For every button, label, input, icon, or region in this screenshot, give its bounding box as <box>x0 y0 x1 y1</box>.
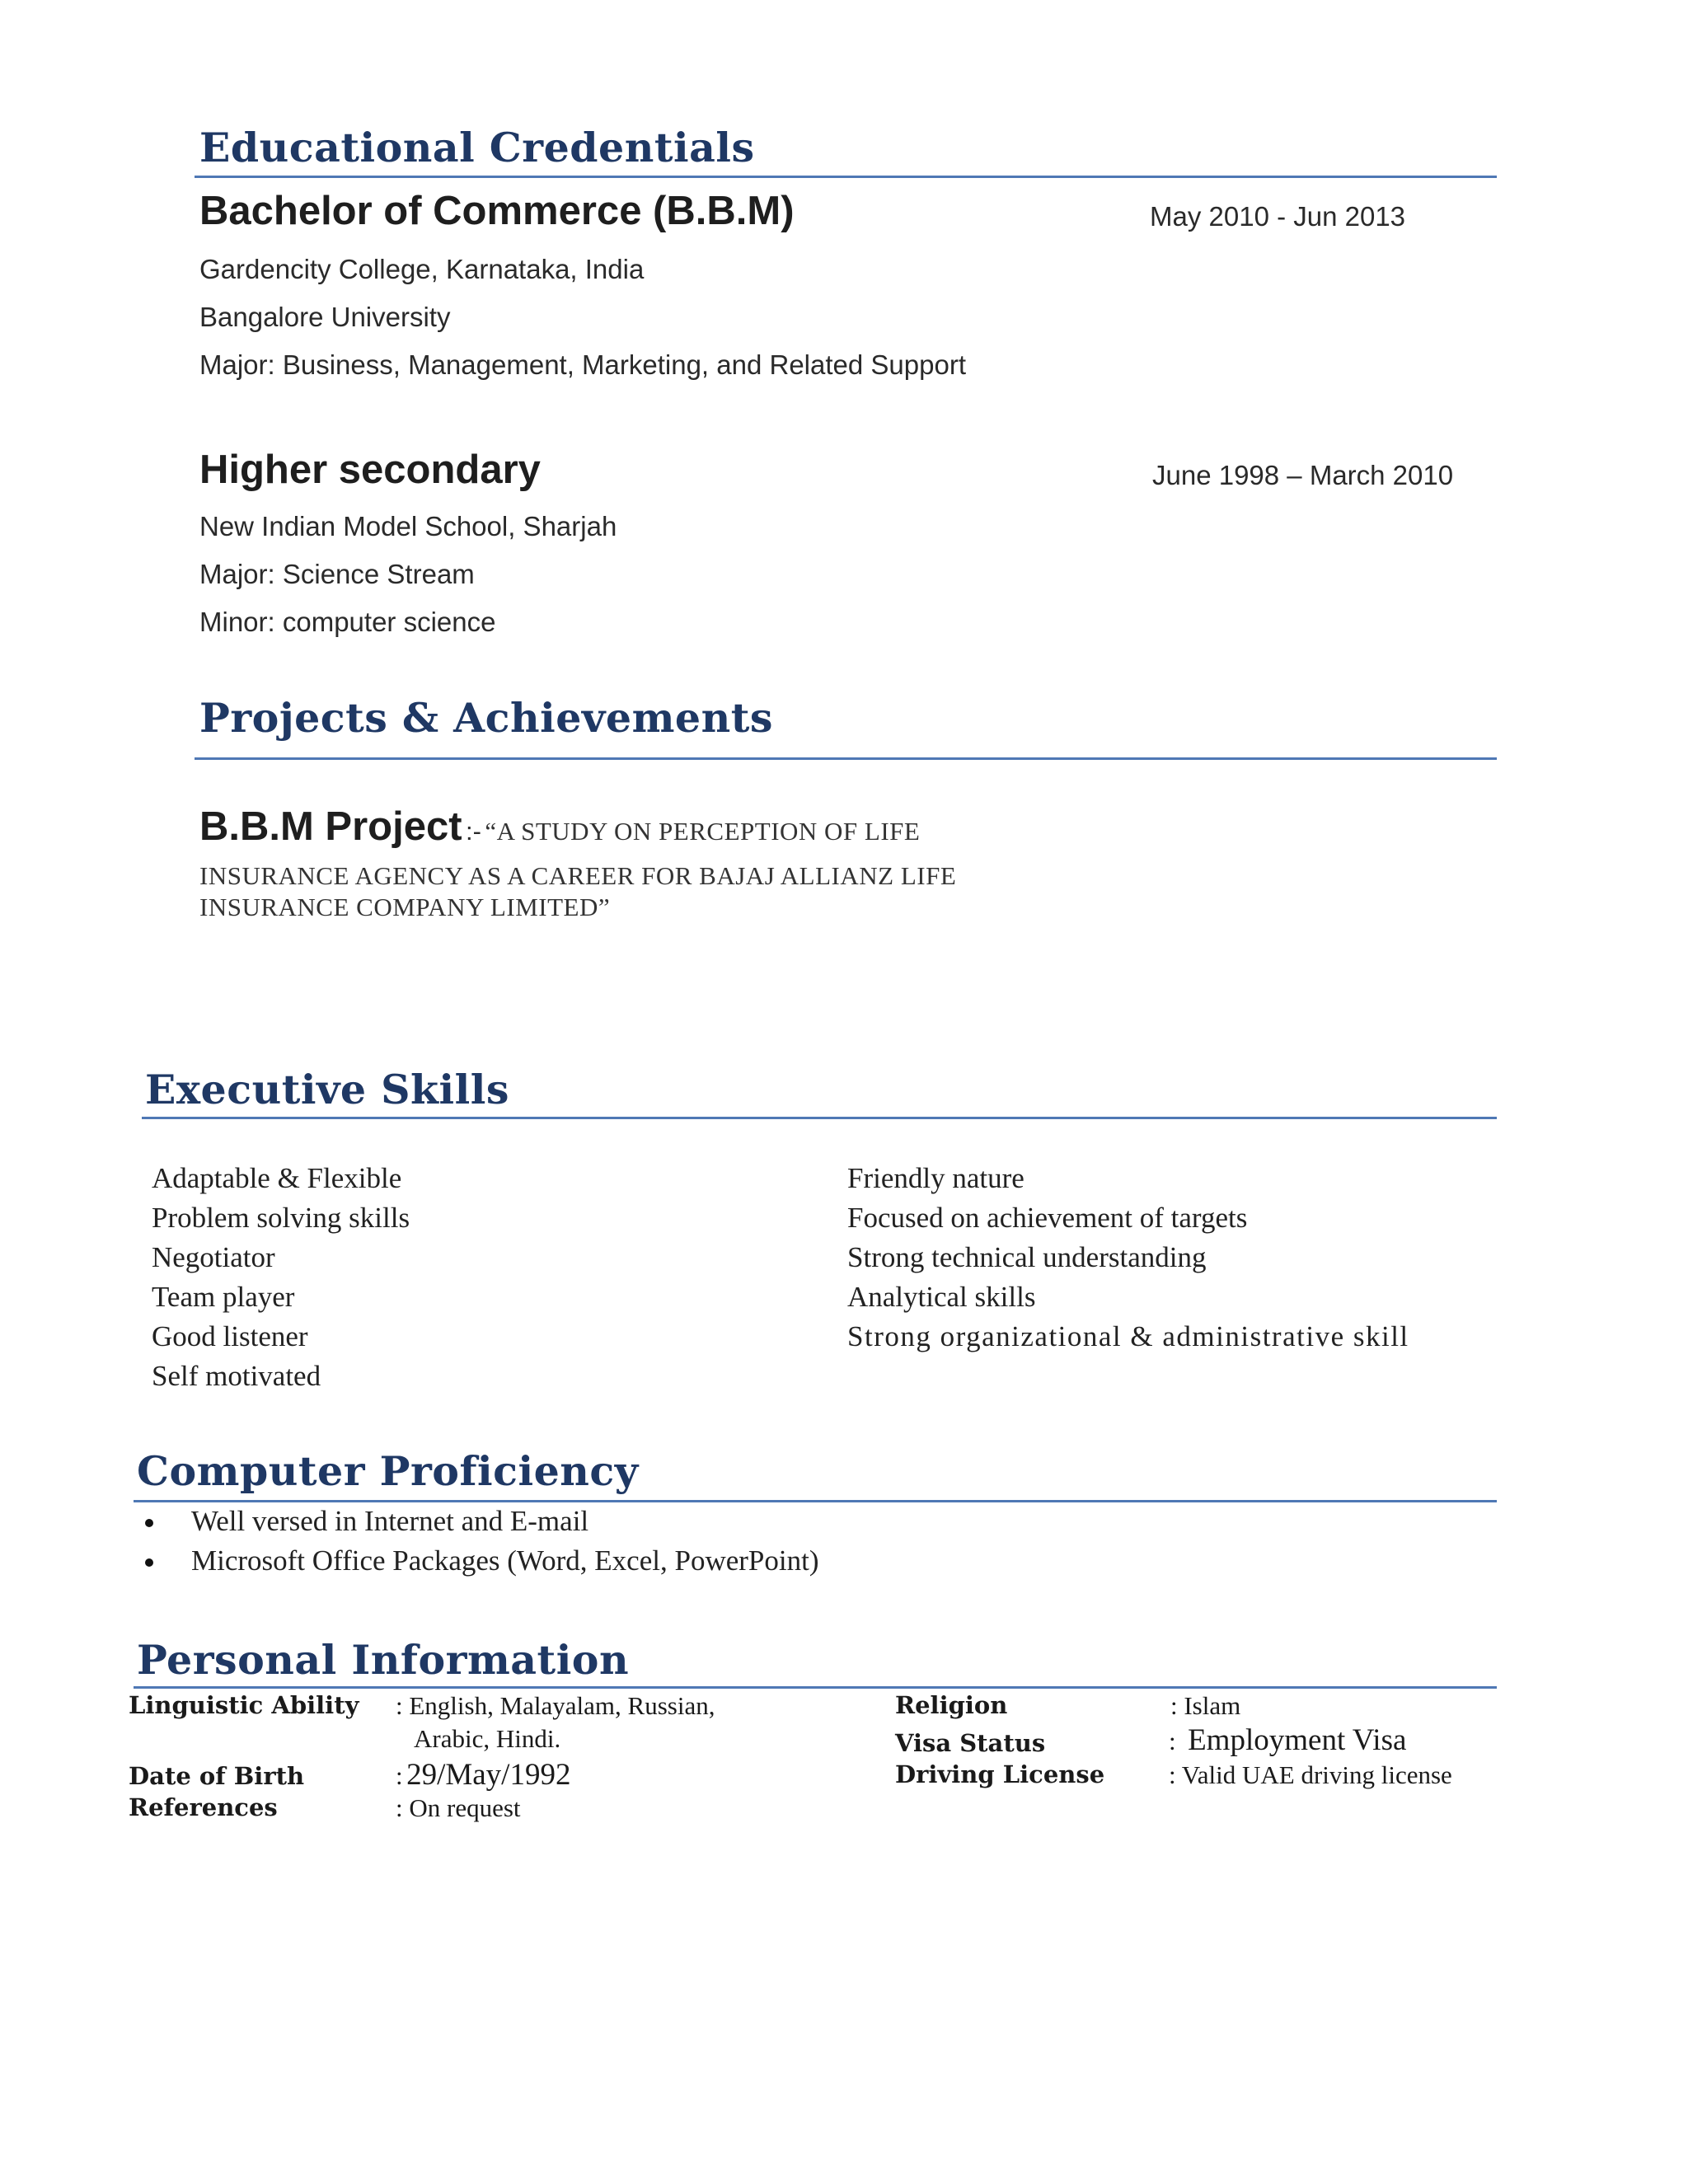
project-title: B.B.M Project <box>199 804 462 849</box>
personal-heading: Personal Information <box>137 1636 630 1684</box>
visa-label: Visa Status <box>895 1729 1046 1757</box>
degree1-university: Bangalore University <box>199 302 451 332</box>
degree1-major: Major: Business, Management, Marketing, and Related Support <box>199 349 966 380</box>
degree1-college: Gardencity College, Karnataka, India <box>199 254 645 284</box>
project-description-line-2: INSURANCE AGENCY AS A CAREER FOR BAJAJ ALLIANZ LIFE <box>199 861 957 890</box>
computer-item-2: Microsoft Office Packages (Word, Excel, PowerPoint) <box>191 1544 819 1577</box>
degree1-title: Bachelor of Commerce (B.B.M) <box>199 189 795 233</box>
skills-divider <box>142 1117 1497 1119</box>
bullet-icon <box>145 1558 153 1567</box>
degree2-title: Higher secondary <box>199 448 541 492</box>
projects-divider <box>195 757 1497 760</box>
personal-divider <box>134 1686 1497 1689</box>
degree2-school: New Indian Model School, Sharjah <box>199 511 617 541</box>
skill-right-5: Strong organizational & administrative skill <box>847 1320 1409 1352</box>
project-description-line-1: “A STUDY ON PERCEPTION OF LIFE <box>485 817 921 846</box>
linguistic-label: Linguistic Ability <box>129 1691 359 1719</box>
computer-heading: Computer Proficiency <box>137 1447 639 1495</box>
education-heading: Educational Credentials <box>199 124 755 171</box>
linguistic-value-line-1: : English, Malayalam, Russian, <box>396 1691 715 1720</box>
skill-right-3: Strong technical understanding <box>847 1241 1207 1273</box>
dob-label: Date of Birth <box>129 1762 305 1790</box>
computer-divider <box>134 1500 1497 1502</box>
skill-left-3: Negotiator <box>152 1241 275 1273</box>
visa-value: Employment Visa <box>1188 1723 1407 1757</box>
religion-label: Religion <box>895 1691 1008 1719</box>
project-header <box>199 804 920 850</box>
skill-right-2: Focused on achievement of targets <box>847 1202 1248 1234</box>
degree2-minor: Minor: computer science <box>199 607 496 637</box>
skill-left-5: Good listener <box>152 1320 308 1352</box>
references-label: References <box>129 1793 278 1821</box>
references-value: : On request <box>396 1793 521 1822</box>
skill-left-4: Team player <box>152 1281 295 1313</box>
project-description-line-3: INSURANCE COMPANY LIMITED” <box>199 893 611 921</box>
computer-item-1: Well versed in Internet and E-mail <box>191 1505 589 1537</box>
visa-colon: : <box>1169 1727 1176 1755</box>
bullet-icon <box>145 1519 153 1527</box>
degree2-date: June 1998 – March 2010 <box>1152 460 1454 490</box>
license-value: : Valid UAE driving license <box>1169 1760 1452 1789</box>
linguistic-value-line-2: Arabic, Hindi. <box>414 1724 561 1753</box>
skill-left-1: Adaptable & Flexible <box>152 1162 402 1194</box>
visa-value-group <box>1169 1722 1406 1758</box>
project-separator: :- <box>466 817 481 846</box>
dob-colon: : <box>396 1761 403 1790</box>
dob-value: 29/May/1992 <box>406 1758 571 1792</box>
projects-heading: Projects & Achievements <box>199 694 773 742</box>
skill-right-4: Analytical skills <box>847 1281 1036 1313</box>
skill-left-2: Problem solving skills <box>152 1202 410 1234</box>
skills-heading: Executive Skills <box>145 1066 509 1113</box>
license-label: Driving License <box>895 1760 1105 1788</box>
education-divider <box>195 176 1497 178</box>
degree1-date: May 2010 - Jun 2013 <box>1150 201 1406 232</box>
dob-value-group <box>396 1757 570 1793</box>
religion-value: : Islam <box>1170 1691 1241 1720</box>
skill-left-6: Self motivated <box>152 1360 321 1392</box>
skill-right-1: Friendly nature <box>847 1162 1025 1194</box>
degree2-major: Major: Science Stream <box>199 559 475 589</box>
